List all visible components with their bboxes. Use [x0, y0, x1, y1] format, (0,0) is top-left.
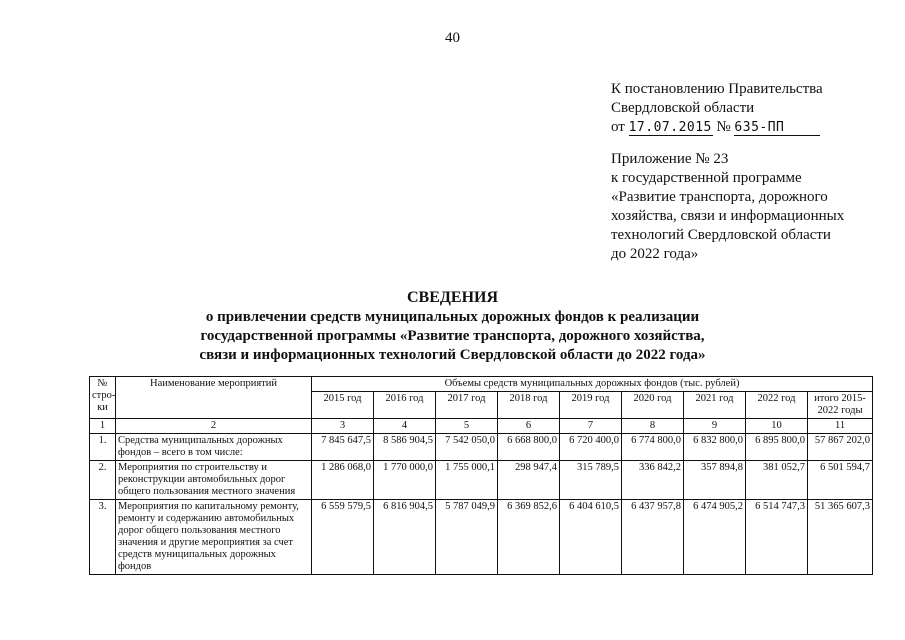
value-cell: 6 720 400,0 — [560, 434, 622, 461]
value-cell: 6 474 905,2 — [684, 500, 746, 575]
title-line: связи и информационных технологий Свердловской области до 2022 года» — [199, 347, 706, 363]
value-cell: 6 559 579,5 — [312, 500, 374, 575]
document-title — [0, 288, 905, 365]
value-cell: 315 789,5 — [560, 461, 622, 500]
row-number: 3. — [90, 500, 116, 575]
value-cell: 381 052,7 — [746, 461, 808, 500]
column-number: 6 — [498, 419, 560, 434]
column-number: 3 — [312, 419, 374, 434]
value-cell: 1 755 000,1 — [436, 461, 498, 500]
header-year: 2018 год — [498, 392, 560, 419]
value-cell: 6 816 904,5 — [374, 500, 436, 575]
total-cell: 6 501 594,7 — [808, 461, 873, 500]
header-row-number: № стро-ки — [90, 377, 116, 419]
column-number: 9 — [684, 419, 746, 434]
decree-date-line — [611, 118, 823, 137]
column-number: 1 — [90, 419, 116, 434]
header-year: 2015 год — [312, 392, 374, 419]
value-cell: 6 774 800,0 — [622, 434, 684, 461]
appendix-line: к государственной программе — [611, 170, 802, 186]
header-year: 2022 год — [746, 392, 808, 419]
value-cell: 5 787 049,9 — [436, 500, 498, 575]
appendix-line: «Развитие транспорта, дорожного — [611, 189, 828, 205]
value-cell: 1 770 000,0 — [374, 461, 436, 500]
title-line: государственной программы «Развитие транспорта, дорожного хозяйства, — [200, 328, 705, 344]
decree-date-field — [629, 120, 713, 136]
appendix-line: технологий Свердловской области — [611, 227, 831, 243]
value-cell: 357 894,8 — [684, 461, 746, 500]
value-cell: 6 437 957,8 — [622, 500, 684, 575]
column-number: 10 — [746, 419, 808, 434]
row-name: Средства муниципальных дорожных фондов – всего в том числе: — [116, 434, 312, 461]
value-cell: 7 845 647,5 — [312, 434, 374, 461]
appendix-line: хозяйства, связи и информационных — [611, 208, 845, 224]
decree-date: 17.07.2015 — [628, 120, 712, 135]
column-number: 2 — [116, 419, 312, 434]
header-volumes: Объемы средств муниципальных дорожных фондов (тыс. рублей) — [312, 377, 873, 392]
column-number-row — [90, 419, 873, 434]
value-cell: 7 542 050,0 — [436, 434, 498, 461]
decree-date-prefix: от — [611, 119, 625, 135]
total-cell: 57 867 202,0 — [808, 434, 873, 461]
column-number: 11 — [808, 419, 873, 434]
value-cell: 6 514 747,3 — [746, 500, 808, 575]
appendix-reference — [611, 150, 844, 264]
appendix-line: Приложение № 23 — [611, 151, 729, 167]
decree-line-2: Свердловской области — [611, 100, 755, 116]
value-cell: 298 947,4 — [498, 461, 560, 500]
header-year: 2016 год — [374, 392, 436, 419]
table-row — [90, 434, 873, 461]
column-number: 4 — [374, 419, 436, 434]
value-cell: 6 668 800,0 — [498, 434, 560, 461]
row-name: Мероприятия по строительству и реконструкции автомобильных дорог общего пользования местного значения — [116, 461, 312, 500]
header-year: 2017 год — [436, 392, 498, 419]
header-year: 2019 год — [560, 392, 622, 419]
total-cell: 51 365 607,3 — [808, 500, 873, 575]
value-cell: 6 832 800,0 — [684, 434, 746, 461]
header-year: 2020 год — [622, 392, 684, 419]
value-cell: 336 842,2 — [622, 461, 684, 500]
table-row — [90, 500, 873, 575]
value-cell: 8 586 904,5 — [374, 434, 436, 461]
decree-number-prefix: № — [716, 119, 731, 135]
title-line: о привлечении средств муниципальных дорожных фондов к реализации — [205, 309, 700, 325]
column-number: 5 — [436, 419, 498, 434]
decree-line-1: К постановлению Правительства — [611, 81, 823, 97]
funds-table — [89, 376, 873, 575]
value-cell: 6 369 852,6 — [498, 500, 560, 575]
value-cell: 6 404 610,5 — [560, 500, 622, 575]
column-number: 7 — [560, 419, 622, 434]
value-cell: 6 895 800,0 — [746, 434, 808, 461]
table-row — [90, 461, 873, 500]
decree-reference — [611, 80, 823, 137]
decree-number: 635-ПП — [734, 120, 785, 135]
header-row-top — [90, 377, 873, 392]
value-cell: 1 286 068,0 — [312, 461, 374, 500]
row-name: Мероприятия по капитальному ремонту, ремонту и содержанию автомобильных дорог общего пользования местного значения и другие мероприятия за счет средств муниципальных дорожных фондов — [116, 500, 312, 575]
header-name: Наименование мероприятий — [116, 377, 312, 419]
column-number: 8 — [622, 419, 684, 434]
header-year: 2021 год — [684, 392, 746, 419]
appendix-line: до 2022 года» — [611, 246, 699, 262]
row-number: 1. — [90, 434, 116, 461]
title-main: СВЕДЕНИЯ — [406, 289, 499, 306]
row-number: 2. — [90, 461, 116, 500]
header-total: итого 2015-2022 годы — [808, 392, 873, 419]
decree-number-field — [734, 120, 820, 136]
page-number: 40 — [445, 30, 460, 46]
